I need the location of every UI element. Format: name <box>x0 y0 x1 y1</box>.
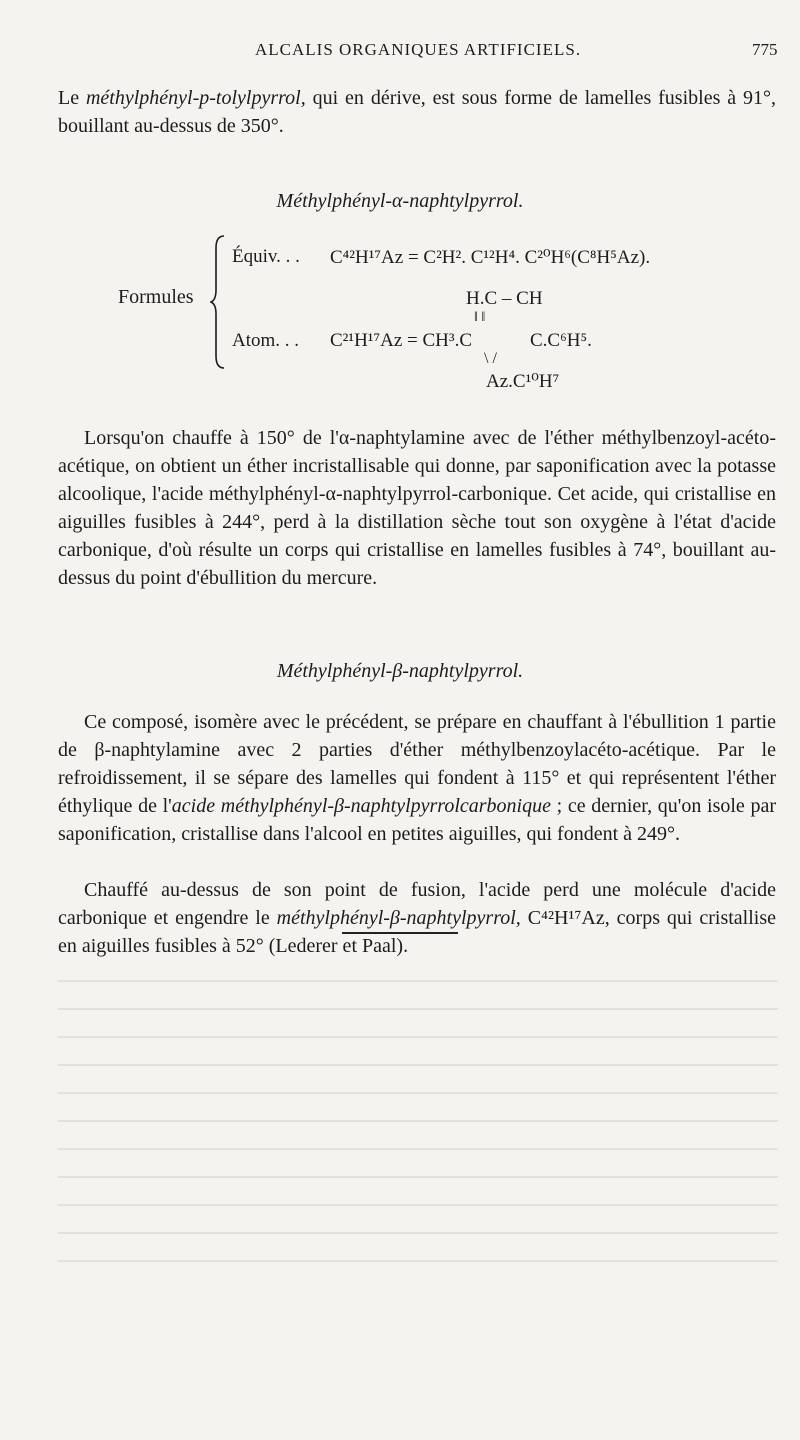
equiv-formula: C⁴²H¹⁷Az = C²H². C¹²H⁴. C²⁰H⁶(C⁸H⁵Az). <box>330 247 651 268</box>
brace-icon <box>210 234 226 370</box>
paragraph-4: Chauffé au-dessus de son point de fusion, l'acide perd une molécule d'acide carbonique et engendre le méthylphényl-β-naphtylpyrrol, C⁴²H¹⁷Az, corps qui cristallise en aiguilles fusibles à 52° (Lederer et Paal). <box>58 879 776 957</box>
bleed-through <box>58 980 778 1280</box>
product-name: méthylphényl-β-naphtylpyrrol, <box>276 907 521 929</box>
page-number: 775 <box>752 40 778 59</box>
section-title-alpha: Méthylphényl-α-naphtylpyrrol. <box>276 190 524 212</box>
compound-name: méthylphényl-p-tolylpyrrol, <box>85 87 306 109</box>
formula-label: Formules <box>118 286 194 308</box>
paragraph-1: Le méthylphényl-p-tolylpyrrol, qui en dérive, est sous forme de lamelles fusibles à 91°, bouillant au-dessus de 350°. <box>58 87 776 137</box>
paragraph-3: Ce composé, isomère avec le précédent, se prépare en chauffant à l'ébullition 1 partie de β-naphtylamine avec 2 parties d'éther méthylbenzoylacéto-acétique. Par le refroidissement, il se sépare des lamelles qui fondent à 115° et qui représentent l'éther éthylique de l'acide méthylphényl-β-naphtylpyrrolcarbonique ; ce dernier, qu'on isole par saponification, cristallise dans l'alcool en petites aiguilles, qui fondent à 249°. <box>58 711 776 845</box>
struct-double-bonds: ‖ ‖ <box>474 310 486 325</box>
equiv-label: Équiv. . . <box>232 246 300 267</box>
struct-bottom: Az.C¹⁰H⁷ <box>486 371 560 392</box>
page-header <box>0 40 800 70</box>
acid-name: acide méthylphényl-β-naphtylpyrrolcarbonique <box>171 795 551 817</box>
atom-right: C.C⁶H⁵. <box>530 330 592 351</box>
struct-top: H.C – CH <box>466 288 543 309</box>
atom-formula: C²¹H¹⁷Az = CH³.C <box>330 330 472 351</box>
atom-label: Atom. . . <box>232 330 300 351</box>
section-title-beta: Méthylphényl-β-naphtylpyrrol. <box>276 660 524 682</box>
running-title: ALCALIS ORGANIQUES ARTIFICIELS. <box>255 40 582 59</box>
section-divider <box>342 932 458 934</box>
paragraph-2: Lorsqu'on chauffe à 150° de l'α-naphtylamine avec de l'éther méthylbenzoyl-acéto-acétique, on obtient un éther incristallisable qui donne, par saponification avec la potasse alcoolique, l'acide méthylphényl-α-naphtylpyrrol-carbonique. Cet acide, qui cristallise en aiguilles fusibles à 244°, perd à la distillation sèche tout son oxygène à l'état d'acide carbonique, d'où résulte un corps qui cristallise en lamelles fusibles à 74°, bouillant au-dessus du point d'ébullition du mercure. <box>58 427 776 589</box>
struct-links: \ / <box>484 350 497 367</box>
